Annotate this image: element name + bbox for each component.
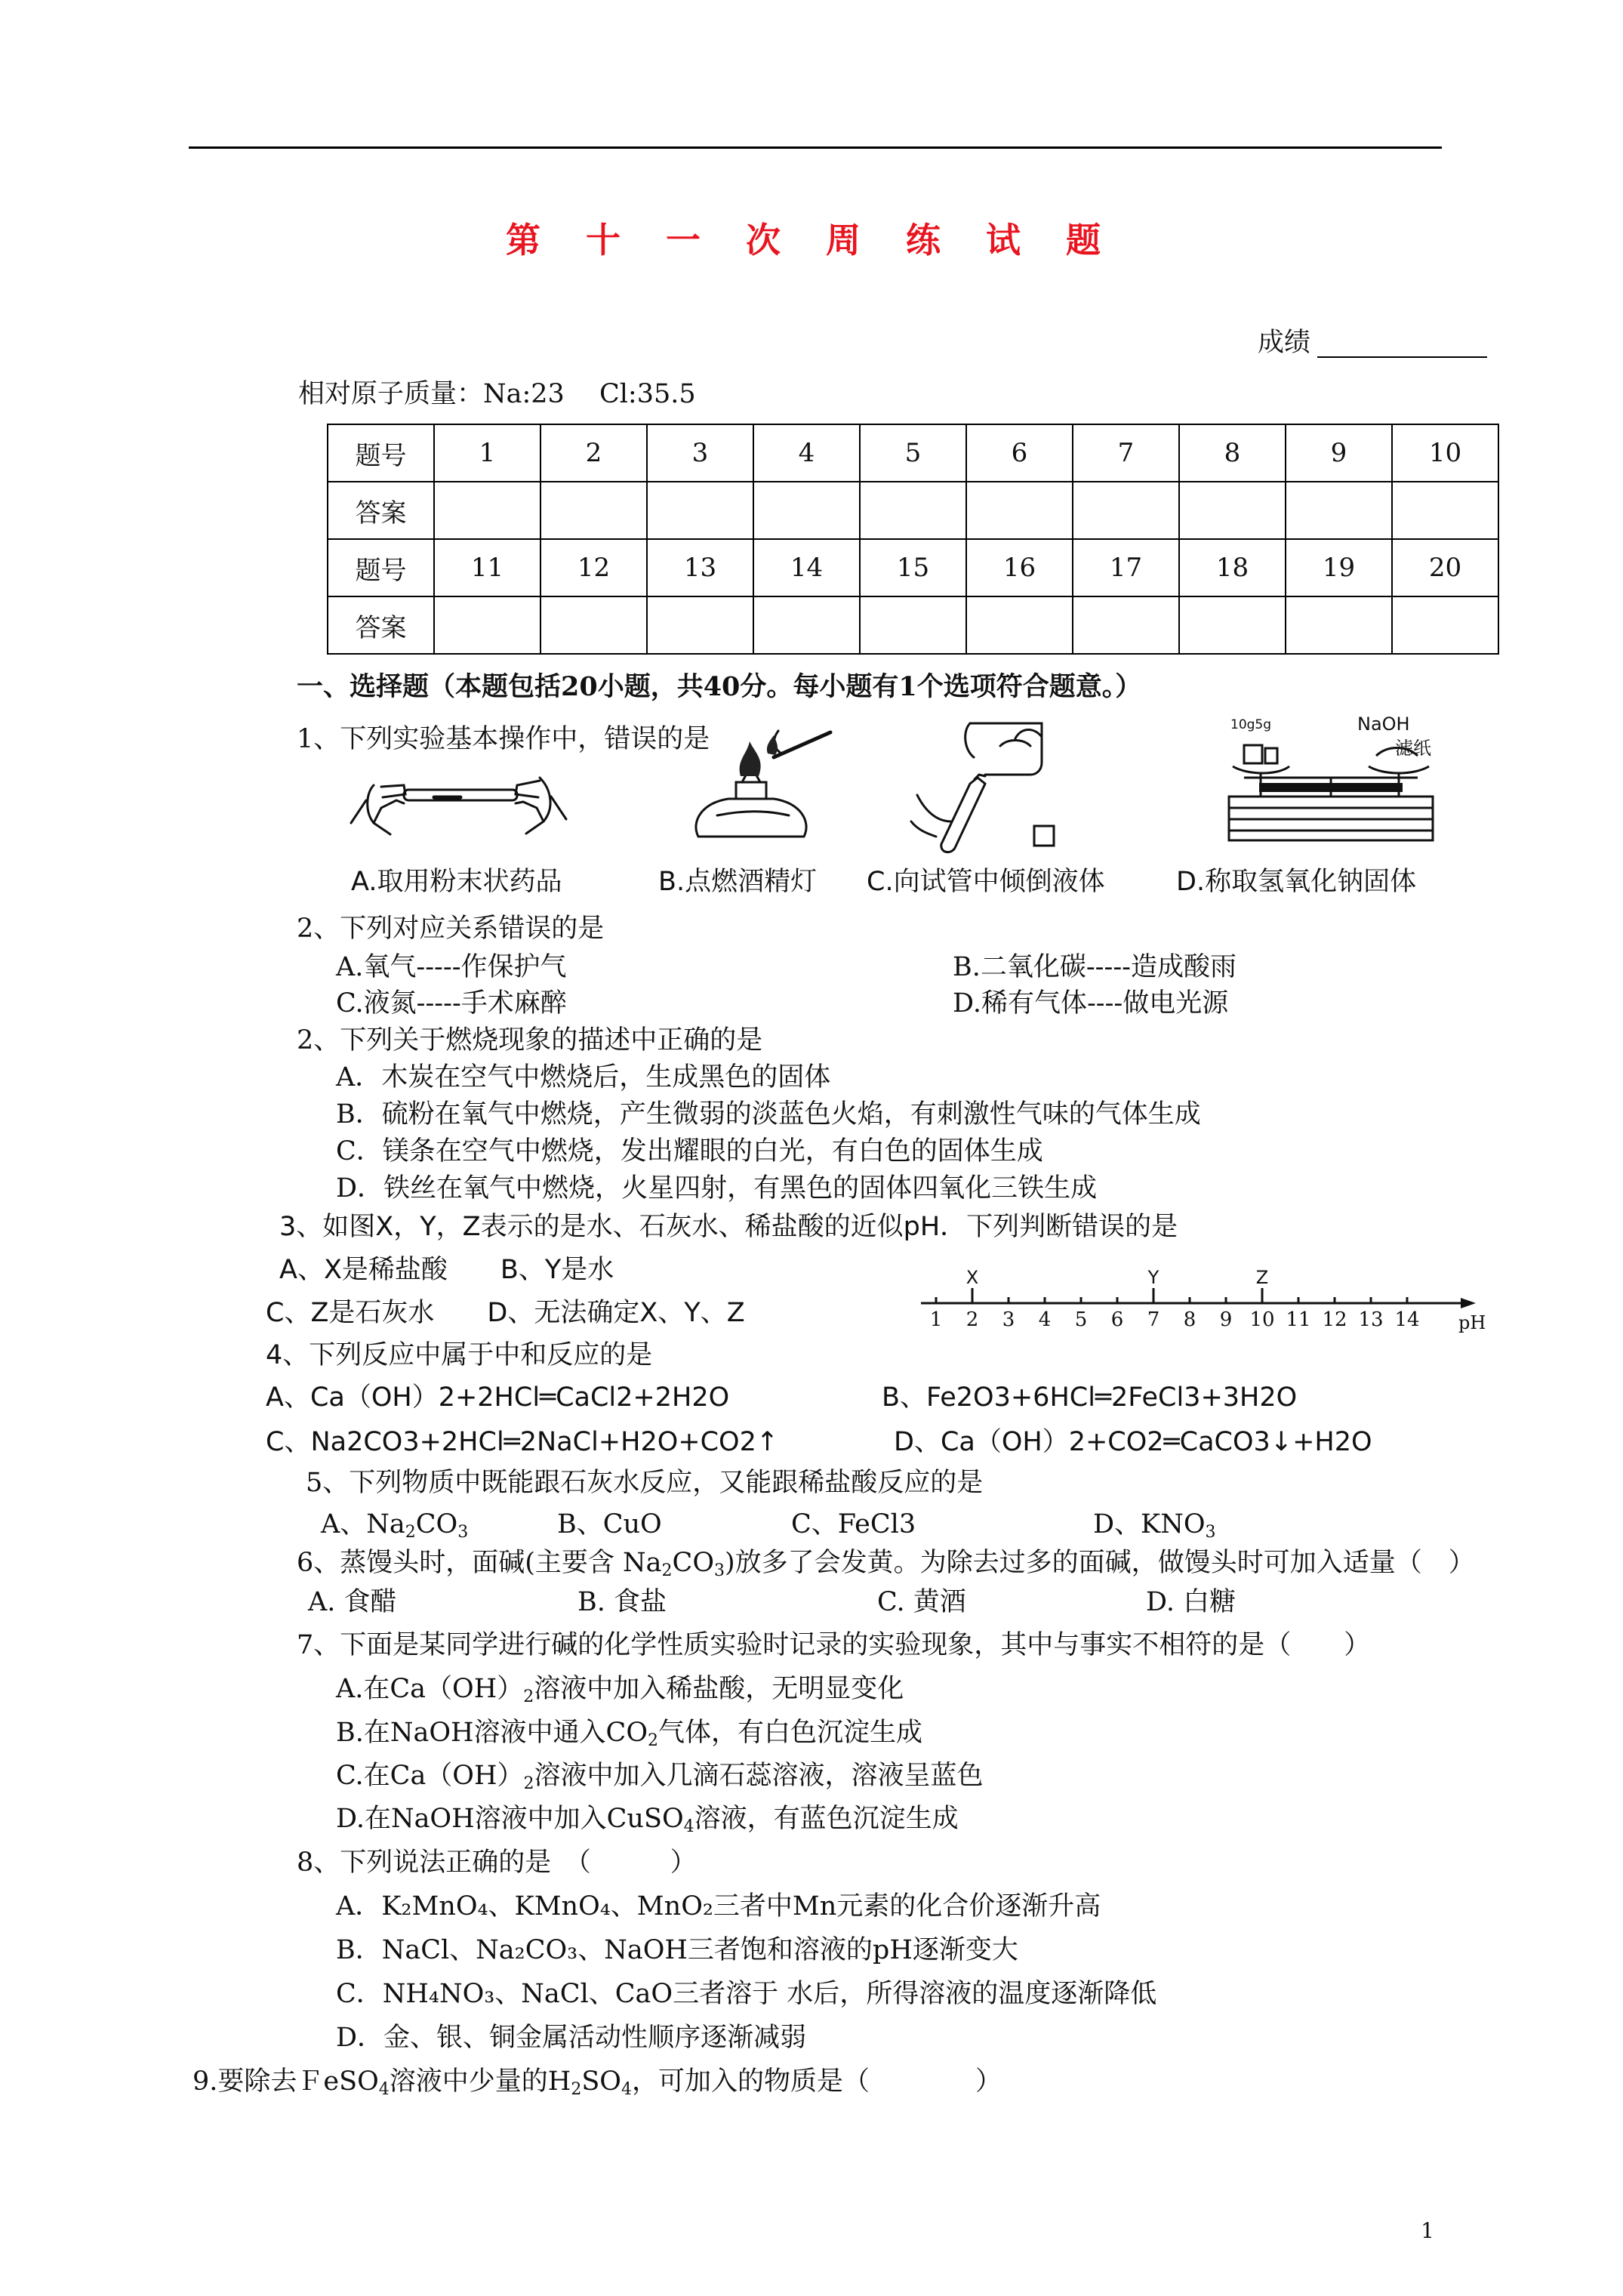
question-number-cell: 18 <box>1179 539 1286 596</box>
ph-tick-label: 1 <box>929 1308 943 1331</box>
q8-option-d[interactable]: D．金、银、铜金属活动性顺序逐渐减弱 <box>336 2023 807 2053</box>
q1-option-d[interactable]: D.称取氢氧化钠固体 <box>1176 867 1417 897</box>
question-number-cell: 3 <box>647 424 753 482</box>
ph-tick-label: 13 <box>1358 1308 1384 1331</box>
answer-cell[interactable] <box>1073 596 1179 654</box>
question-number-cell: 4 <box>753 424 860 482</box>
figure-pouring-liquid <box>910 716 1083 859</box>
question-number-cell: 2 <box>540 424 647 482</box>
ph-tick-label: 10 <box>1249 1308 1275 1331</box>
q3-options-ab[interactable]: A、X是稀盐酸 B、Y是水 <box>279 1255 614 1285</box>
page-title: 第 十 一 次 周 练 试 题 <box>505 220 1118 260</box>
question-number-cell: 12 <box>540 539 647 596</box>
score-label: 成绩 <box>1258 328 1311 358</box>
table-row <box>328 482 1498 539</box>
ph-tick-label: 14 <box>1394 1308 1420 1331</box>
q4-option-a[interactable]: A、Ca（OH）2+2HCl═CaCl2+2H2O <box>266 1382 730 1413</box>
table-row <box>328 424 1498 482</box>
answer-cell[interactable] <box>1392 596 1498 654</box>
q7-option-d[interactable]: D.在NaOH溶液中加入CuSO$_4$溶液，有蓝色沉淀生成 <box>336 1804 959 1836</box>
answer-cell[interactable] <box>860 596 966 654</box>
q7-option-c[interactable]: C.在$Ca(OH)_2$溶液中加入几滴石蕊溶液，溶液呈蓝色 <box>336 1761 984 1793</box>
q2a-option-a[interactable]: A.氧气-----作保护气 <box>336 952 567 982</box>
weight-label: 10g5g <box>1230 717 1272 732</box>
question-8-stem: 8、下列说法正确的是 （ ） <box>297 1848 697 1878</box>
ph-tick-label: 8 <box>1183 1308 1196 1331</box>
q5-option-c[interactable]: C、FeCl3 <box>791 1509 916 1539</box>
q2a-option-c[interactable]: C.液氮-----手术麻醉 <box>336 988 567 1019</box>
ph-tick-label: 3 <box>1002 1308 1015 1331</box>
answer-cell[interactable] <box>1179 482 1286 539</box>
ph-tick-label: 6 <box>1110 1308 1124 1331</box>
answer-cell[interactable] <box>434 482 540 539</box>
answer-cell[interactable] <box>753 482 860 539</box>
answer-table <box>327 424 1499 655</box>
q6-option-c[interactable]: C. 黄酒 <box>877 1587 966 1617</box>
q7-option-b[interactable]: B.在NaOH溶液中通入$CO_2$气体，有白色沉淀生成 <box>336 1718 923 1750</box>
question-3-stem: 3、如图X，Y，Z表示的是水、石灰水、稀盐酸的近似pH．下列判断错误的是 <box>279 1212 1178 1242</box>
table-row <box>328 539 1498 596</box>
ph-tick-label: 9 <box>1219 1308 1233 1331</box>
question-6-stem: 6、蒸馒头时，面碱(主要含 $Na_2CO_3$)放多了会发黄。为除去过多的面碱，做馒头时可加入适量（ ） <box>297 1548 1475 1580</box>
question-number-cell: 15 <box>860 539 966 596</box>
question-number-cell: 6 <box>966 424 1073 482</box>
ph-tick-label: 7 <box>1147 1308 1160 1331</box>
question-9-stem: 9.要除去ＦeSO$_4$溶液中少量的$H_2SO_4$，可加入的物质是（ ） <box>192 2066 1002 2099</box>
q2b-option-d[interactable]: D．铁丝在氧气中燃烧，火星四射，有黑色的固体四氧化三铁生成 <box>336 1173 1098 1203</box>
ph-marker-label: X <box>965 1267 979 1288</box>
q5-option-a[interactable]: A、$Na_2CO_3$ <box>321 1509 469 1542</box>
question-number-cell: 10 <box>1392 424 1498 482</box>
score-blank[interactable] <box>1317 356 1487 358</box>
filter-paper-label: 滤纸 <box>1395 738 1431 759</box>
q2b-option-b[interactable]: B．硫粉在氧气中燃烧，产生微弱的淡蓝色火焰，有刺激性气味的气体生成 <box>336 1099 1201 1130</box>
ph-axis-arrow-icon <box>1461 1298 1476 1308</box>
table-header-cell: 题号 <box>328 424 434 482</box>
question-5-stem: 5、下列物质中既能跟石灰水反应，又能跟稀盐酸反应的是 <box>306 1468 984 1498</box>
ph-tick-label: 5 <box>1074 1308 1088 1331</box>
section-heading: 一、选择题（本题包括20小题，共40分。每小题有1个选项符合题意。） <box>297 671 1142 702</box>
answer-cell[interactable] <box>647 482 753 539</box>
ph-unit-label: pH <box>1458 1312 1486 1333</box>
q8-option-c[interactable]: C．NH₄NO₃、NaCl、CaO三者溶于 水后，所得溶液的温度逐渐降低 <box>336 1979 1157 2009</box>
q7-option-a[interactable]: A.在$Ca(OH)_2$溶液中加入稀盐酸，无明显变化 <box>336 1674 904 1706</box>
answer-cell[interactable] <box>540 596 647 654</box>
q8-option-a[interactable]: A．K₂MnO₄、KMnO₄、MnO₂三者中Mn元素的化合价逐渐升高 <box>336 1891 1101 1922</box>
table-answer-label: 答案 <box>328 596 434 654</box>
question-number-cell: 17 <box>1073 539 1179 596</box>
q6-option-b[interactable]: B. 食盐 <box>577 1587 667 1617</box>
q5-option-b[interactable]: B、CuO <box>557 1509 662 1539</box>
figure-powder-transfer <box>351 755 570 849</box>
ph-tick-label: 2 <box>965 1308 979 1331</box>
ph-marker-label: Z <box>1255 1267 1269 1288</box>
table-answer-label: 答案 <box>328 482 434 539</box>
answer-cell[interactable] <box>1286 596 1392 654</box>
answer-cell[interactable] <box>540 482 647 539</box>
answer-cell[interactable] <box>966 482 1073 539</box>
question-number-cell: 5 <box>860 424 966 482</box>
question-2a-stem: 2、下列对应关系错误的是 <box>297 914 605 944</box>
q4-option-b[interactable]: B、Fe2O3+6HCl═2FeCl3+3H2O <box>882 1382 1298 1413</box>
q3-options-cd[interactable]: C、Z是石灰水 D、无法确定X、Y、Z <box>266 1298 745 1328</box>
ph-scale-figure <box>921 1267 1486 1339</box>
q2a-option-d[interactable]: D.稀有气体----做电光源 <box>953 988 1229 1019</box>
answer-cell[interactable] <box>1073 482 1179 539</box>
q1-option-b[interactable]: B.点燃酒精灯 <box>658 867 818 897</box>
naoh-label: NaOH <box>1357 713 1410 735</box>
atomic-mass-note: 相对原子质量：Na:23 Cl:35.5 <box>298 379 696 409</box>
question-number-cell: 8 <box>1179 424 1286 482</box>
question-number-cell: 16 <box>966 539 1073 596</box>
table-header-cell: 题号 <box>328 539 434 596</box>
ph-tick-label: 4 <box>1038 1308 1052 1331</box>
question-number-cell: 20 <box>1392 539 1498 596</box>
answer-cell[interactable] <box>1179 596 1286 654</box>
question-number-cell: 14 <box>753 539 860 596</box>
answer-cell[interactable] <box>1286 482 1392 539</box>
q4-option-c[interactable]: C、Na2CO3+2HCl═2NaCl+H2O+CO2↑ <box>266 1427 779 1457</box>
figure-balance-naoh <box>1214 713 1448 849</box>
question-1-stem: 1、下列实验基本操作中，错误的是 <box>297 724 710 754</box>
question-number-cell: 13 <box>647 539 753 596</box>
answer-cell[interactable] <box>1392 482 1498 539</box>
question-number-cell: 19 <box>1286 539 1392 596</box>
question-number-cell: 1 <box>434 424 540 482</box>
q4-option-d[interactable]: D、Ca（OH）2+CO2═CaCO3↓+H2O <box>894 1427 1372 1457</box>
answer-cell[interactable] <box>966 596 1073 654</box>
header-rule <box>189 146 1442 149</box>
answer-cell[interactable] <box>860 482 966 539</box>
question-4-stem: 4、下列反应中属于中和反应的是 <box>266 1340 653 1370</box>
page-number: 1 <box>1421 2218 1434 2243</box>
stopper-icon <box>1034 826 1054 846</box>
q5-option-d[interactable]: D、$KNO_3$ <box>1093 1509 1216 1542</box>
q1-option-c[interactable]: C.向试管中倾倒液体 <box>867 867 1105 897</box>
table-row <box>328 596 1498 654</box>
ph-tick-label: 12 <box>1322 1308 1347 1331</box>
q1-option-a[interactable]: A.取用粉末状药品 <box>351 867 562 897</box>
figure-lighting-lamp <box>683 723 834 844</box>
ph-tick-label: 11 <box>1286 1308 1311 1331</box>
question-number-cell: 7 <box>1073 424 1179 482</box>
question-2b-stem: 2、下列关于燃烧现象的描述中正确的是 <box>297 1025 763 1056</box>
answer-cell[interactable] <box>647 596 753 654</box>
question-number-cell: 9 <box>1286 424 1392 482</box>
q2b-option-c[interactable]: C．镁条在空气中燃烧，发出耀眼的白光，有白色的固体生成 <box>336 1136 1043 1166</box>
question-7-stem: 7、下面是某同学进行碱的化学性质实验时记录的实验现象，其中与事实不相符的是（ ） <box>297 1630 1371 1660</box>
answer-cell[interactable] <box>434 596 540 654</box>
q2a-option-b[interactable]: B.二氧化碳-----造成酸雨 <box>953 952 1236 982</box>
q6-option-d[interactable]: D. 白糖 <box>1146 1587 1236 1617</box>
q6-option-a[interactable]: A. 食醋 <box>308 1587 397 1617</box>
q8-option-b[interactable]: B．NaCl、Na₂CO₃、NaOH三者饱和溶液的pH逐渐变大 <box>336 1935 1018 1965</box>
question-number-cell: 11 <box>434 539 540 596</box>
q2b-option-a[interactable]: A．木炭在空气中燃烧后，生成黑色的固体 <box>336 1062 831 1093</box>
answer-cell[interactable] <box>753 596 860 654</box>
ph-marker-label: Y <box>1147 1267 1160 1288</box>
